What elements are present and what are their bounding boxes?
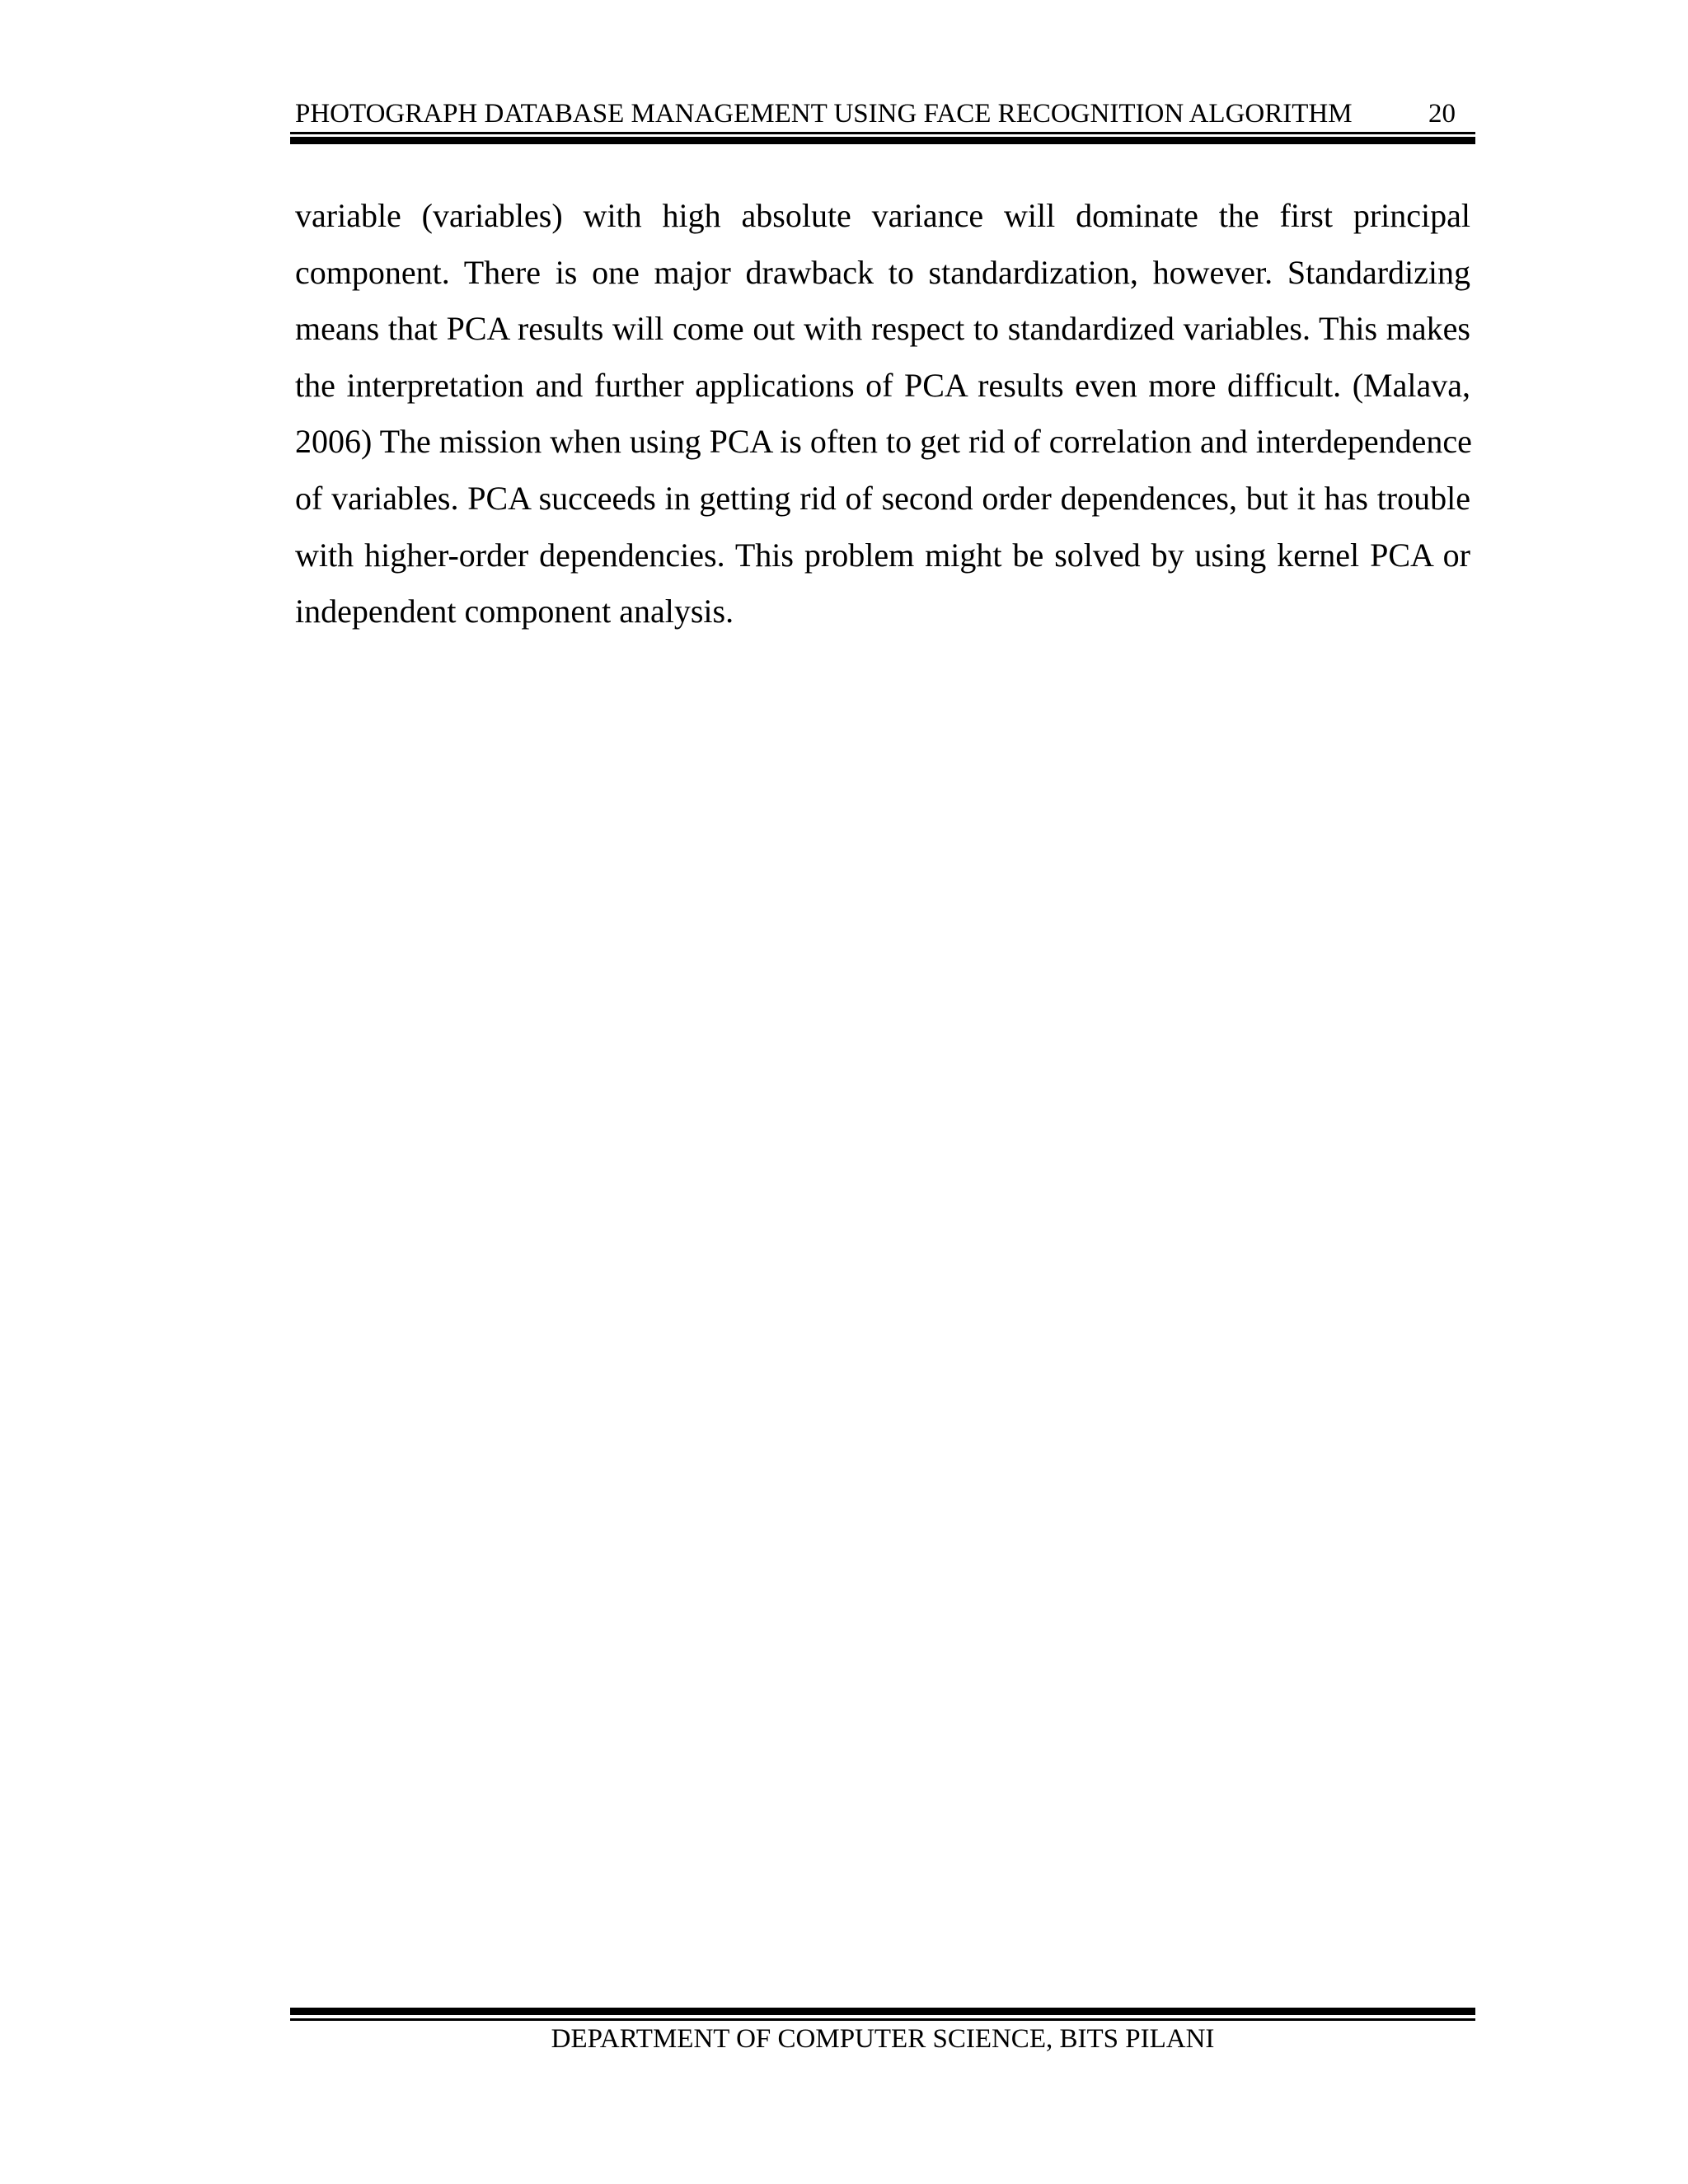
footer-rule-thin	[290, 2018, 1475, 2021]
paragraph-line: with higher-order dependencies. This problem might be solved by using kernel PCA or	[295, 536, 1470, 574]
header-rule-thin	[290, 132, 1475, 134]
paragraph-line: means that PCA results will come out with respect to standardized variables. This makes	[295, 310, 1470, 348]
running-footer: DEPARTMENT OF COMPUTER SCIENCE, BITS PILANI	[551, 2024, 1215, 2054]
paragraph-line: of variables. PCA succeeds in getting rid of second order dependences, but it has trouble	[295, 479, 1470, 517]
paragraph-line: component. There is one major drawback to standardization, however. Standardizing	[295, 253, 1470, 291]
paragraph-line: independent component analysis.	[295, 593, 734, 630]
running-header-title: PHOTOGRAPH DATABASE MANAGEMENT USING FACE RECOGNITION ALGORITHM	[295, 99, 1353, 129]
paragraph-line: the interpretation and further applications of PCA results even more difficult. (Malava,	[295, 366, 1470, 404]
paragraph-line: 2006) The mission when using PCA is often to get rid of correlation and interdependence	[295, 423, 1472, 461]
footer-rule-thick	[290, 2008, 1475, 2015]
paragraph-line: variable (variables) with high absolute variance will dominate the first principal	[295, 197, 1470, 234]
page-number: 20	[1428, 99, 1456, 129]
header-rule-thick	[290, 137, 1475, 144]
body-paragraph	[295, 188, 1470, 640]
